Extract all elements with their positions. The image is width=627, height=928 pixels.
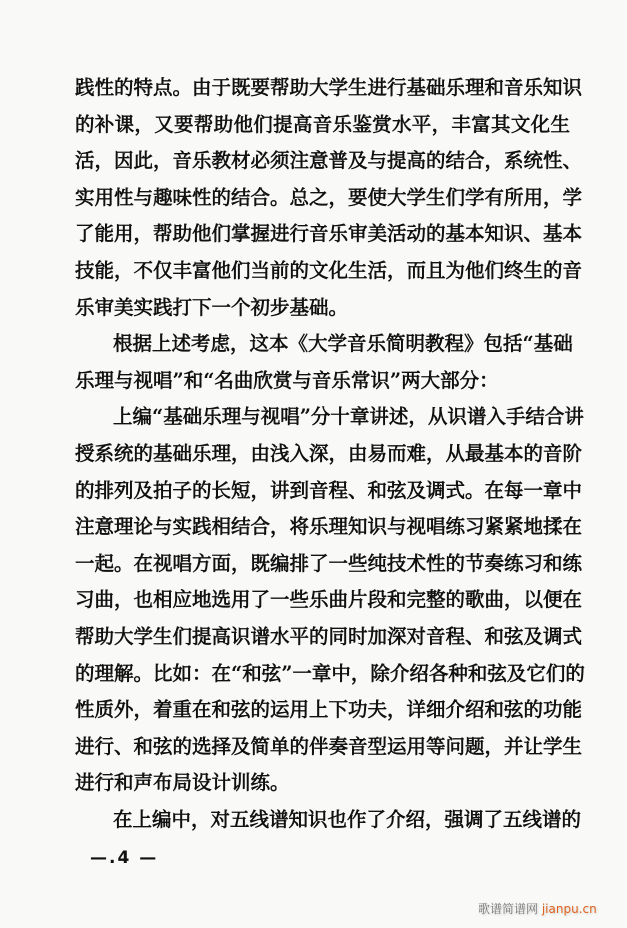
text-line: 授系统的基础乐理，由浅入深，由易而难，从最基本的音阶 — [75, 441, 583, 465]
text-line: 的补课，又要帮助他们提高音乐鉴赏水平，丰富其文化生 — [75, 112, 570, 136]
text-line: 进行、和弦的选择及简单的伴奏音型运用等问题，并让学生 — [75, 734, 583, 758]
text-line: 一起。在视唱方面，既编排了一些纯技术性的节奏练习和练 — [75, 551, 583, 575]
text-line: 的理解。比如：在“和弦”一章中，除介绍各种和弦及它们的 — [75, 661, 585, 685]
text-line: 了能用，帮助他们掌握进行音乐审美活动的基本知识、基本 — [75, 222, 583, 246]
text-line: 活，因此，音乐教材必须注意普及与提高的结合，系统性、 — [75, 149, 583, 173]
page-number: —.4 — — [90, 848, 159, 868]
watermark-cn: 歌谱简谱网 — [478, 902, 539, 916]
text-line: 注意理论与实践相结合，将乐理知识与视唱练习紧紧地揉在 — [75, 515, 583, 539]
text-line: 实用性与趣味性的结合。总之，要使大学生们学有所用，学 — [75, 185, 583, 209]
text-line: 技能，不仅丰富他们当前的文化生活，而且为他们终生的音 — [75, 258, 583, 282]
text-line: 性质外，着重在和弦的运用上下功夫，详细介绍和弦的功能 — [75, 698, 583, 722]
text-line: 上编“基础乐理与视唱”分十章讲述，从识谱入手结合讲 — [113, 405, 584, 429]
text-line: 在上编中，对五线谱知识也作了介绍，强调了五线谱的 — [113, 807, 582, 831]
watermark-site: jianpu.cn — [541, 902, 597, 916]
text-line: 践性的特点。由于既要帮助大学生进行基础乐理和音乐知识 — [75, 76, 583, 99]
watermark — [478, 900, 597, 917]
text-line: 的排列及拍子的长短，讲到音程、和弦及调式。在每一章中 — [75, 478, 583, 502]
text-line: 根据上述考虑，这本《大学音乐简明教程》包括“基础 — [113, 332, 573, 356]
body-text — [75, 70, 585, 838]
text-line: 帮助大学生们提高识谱水平的同时加深对音程、和弦及调式 — [75, 624, 583, 648]
text-line: 乐审美实践打下一个初步基础。 — [75, 295, 349, 319]
text-line: 进行和声布局设计训练。 — [75, 771, 290, 795]
text-line: 习曲，也相应地选用了一些乐曲片段和完整的歌曲，以便在 — [75, 588, 583, 612]
text-line: 乐理与视唱”和“名曲欣赏与音乐常识”两大部分： — [75, 368, 499, 392]
